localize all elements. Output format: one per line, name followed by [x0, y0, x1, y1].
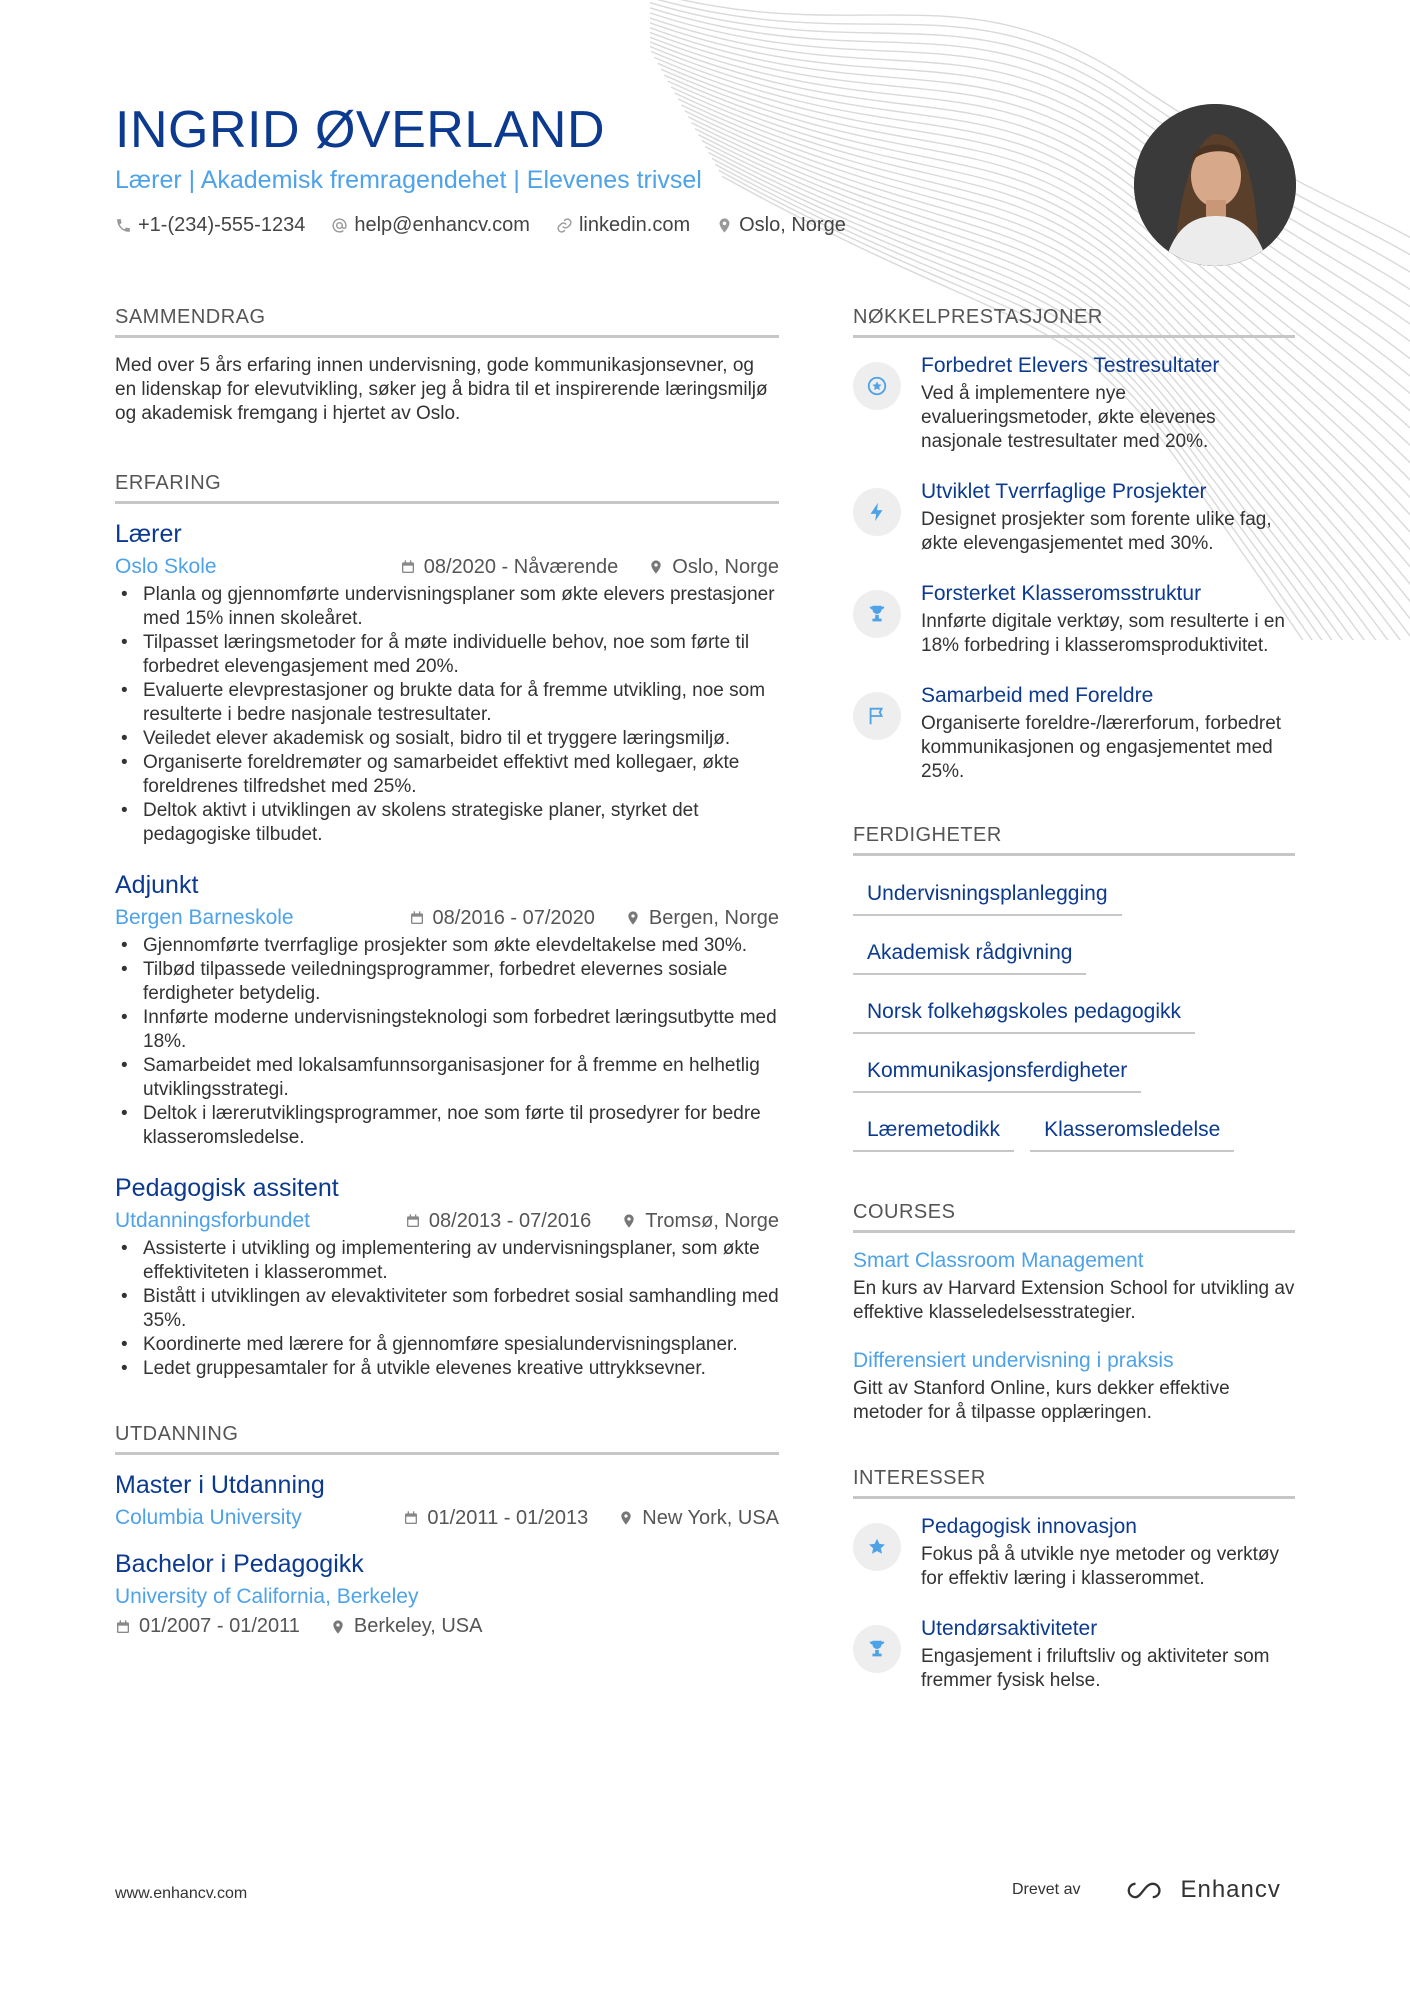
job-bullets — [115, 1237, 779, 1381]
calendar-icon — [409, 910, 425, 926]
interest-title: Pedagogisk innovasjon — [921, 1515, 1137, 1538]
job-title: Pedagogisk assitent — [115, 1174, 339, 1202]
skills-heading: FERDIGHETER — [853, 824, 1295, 856]
course-item — [853, 1349, 1295, 1425]
skill-tag: Akademisk rådgivning — [853, 931, 1086, 975]
bullet-item: • Organiserte foreldremøter og samarbeidet effektivt med kollegaer, økte foreldrenes tilfredshet med 25%. — [115, 751, 779, 799]
location-text: Oslo, Norge — [739, 214, 846, 236]
courses-heading: COURSES — [853, 1201, 1295, 1233]
achievement-title: Samarbeid med Foreldre — [921, 684, 1154, 707]
trophy-icon — [866, 603, 888, 625]
job-title: Adjunkt — [115, 871, 199, 899]
company-name: Oslo Skole — [115, 555, 217, 578]
right-column — [853, 306, 1295, 1719]
achievement-item — [853, 480, 1295, 556]
bullet-item: • Deltok i lærerutviklingsprogrammer, noe som førte til prosedyrer for bedre klasseromsledelse. — [115, 1102, 779, 1150]
phone-contact[interactable] — [115, 214, 305, 237]
profile-photo — [1134, 104, 1296, 266]
company-name: Bergen Barneskole — [115, 906, 294, 929]
bullet-item: • Ledet gruppesamtaler for å utvikle elevenes kreative uttrykksevner. — [115, 1357, 779, 1381]
brand-logo[interactable] — [1124, 1876, 1280, 1904]
bullet-item: • Deltok aktivt i utviklingen av skolens strategiske planer, styrket det pedagogiske tilbudet. — [115, 799, 779, 847]
lightning-icon — [866, 501, 888, 523]
achievement-item — [853, 354, 1295, 454]
interest-item — [853, 1515, 1295, 1591]
location-pin-icon — [625, 910, 641, 926]
school-name: Columbia University — [115, 1506, 302, 1529]
achievement-title: Utviklet Tverrfaglige Prosjekter — [921, 480, 1207, 503]
degree-title: Master i Utdanning — [115, 1471, 325, 1499]
flag-icon — [866, 705, 888, 727]
achievement-desc: Ved å implementere nye evalueringsmetoder, økte elevenes nasjonale testresultater med 20%. — [921, 383, 1216, 452]
education-location: Berkeley, USA — [353, 1615, 483, 1637]
skill-tag: Klasseromsledelse — [1030, 1108, 1234, 1152]
portrait-illustration — [1134, 104, 1296, 266]
location-pin-icon — [618, 1510, 634, 1526]
skill-tag: Undervisningsplanlegging — [853, 872, 1122, 916]
job-bullets — [115, 934, 779, 1150]
footer-website[interactable]: www.enhancv.com — [115, 1885, 248, 1902]
link-icon — [556, 217, 573, 234]
interest-desc: Engasjement i friluftsliv og aktiviteter som fremmer fysisk helse. — [921, 1646, 1270, 1691]
achievement-title: Forbedret Elevers Testresultater — [921, 354, 1220, 377]
skills-list — [853, 872, 1295, 1167]
bullet-item: • Evaluerte elevprestasjoner og brukte data for å fremme utvikling, noe som resulterte i bedre nasjonale testresultater. — [115, 679, 779, 727]
skill-tag: Læremetodikk — [853, 1108, 1014, 1152]
job-dates: 08/2020 - Nåværende — [423, 555, 619, 578]
job-entry — [115, 520, 779, 847]
interests-heading: INTERESSER — [853, 1467, 1295, 1499]
achievement-title: Forsterket Klasseromsstruktur — [921, 582, 1202, 605]
course-title: Differensiert undervisning i praksis — [853, 1349, 1174, 1372]
skill-tag: Norsk folkehøgskoles pedagogikk — [853, 990, 1195, 1034]
summary-heading: SAMMENDRAG — [115, 306, 779, 338]
at-icon — [331, 217, 348, 234]
bullet-item: • Samarbeidet med lokalsamfunnsorganisasjoner for å fremme en helhetlig utviklingsstrategi. — [115, 1054, 779, 1102]
star-icon — [866, 1536, 888, 1558]
course-item — [853, 1249, 1295, 1325]
bullet-item: • Koordinerte med lærere for å gjennomføre spesialundervisningsplaner. — [115, 1333, 779, 1357]
degree-title: Bachelor i Pedagogikk — [115, 1550, 364, 1578]
location-contact — [716, 214, 846, 237]
course-desc: En kurs av Harvard Extension School for utvikling av effektive klasseledelsesstrategier. — [853, 1278, 1295, 1323]
bullet-item: • Bistått i utviklingen av elevaktiviteter som forbedret sosial samhandling med 35%. — [115, 1285, 779, 1333]
company-name: Utdanningsforbundet — [115, 1209, 310, 1232]
left-column — [115, 306, 779, 1658]
course-desc: Gitt av Stanford Online, kurs dekker effektive metoder for å tilpasse opplæringen. — [853, 1378, 1230, 1423]
phone-icon — [115, 217, 132, 234]
education-dates: 01/2007 - 01/2011 — [139, 1615, 300, 1637]
school-name: University of California, Berkeley — [115, 1585, 419, 1608]
location-pin-icon — [716, 217, 733, 234]
location-pin-icon — [621, 1213, 637, 1229]
achievement-item — [853, 684, 1295, 784]
email-text: help@enhancv.com — [354, 214, 530, 236]
brand-name: Enhancv — [1180, 1876, 1281, 1903]
calendar-icon — [400, 559, 416, 575]
education-entry — [115, 1550, 779, 1638]
experience-heading: ERFARING — [115, 472, 779, 504]
bullet-item: • Innførte moderne undervisningsteknologi som forbedret læringsutbytte med 18%. — [115, 1006, 779, 1054]
interest-item — [853, 1617, 1295, 1693]
achievement-desc: Innførte digitale verktøy, som resulterte i en 18% forbedring i klasseromsproduktivitet. — [921, 611, 1285, 656]
job-bullets — [115, 583, 779, 847]
job-entry — [115, 871, 779, 1150]
achievements-heading: NØKKELPRESTASJONER — [853, 306, 1295, 338]
job-location: Bergen, Norge — [648, 906, 779, 929]
bullet-item: • Planla og gjennomførte undervisningsplaner som økte elevers prestasjoner med 15% innen skoleåret. — [115, 583, 779, 631]
achievement-desc: Organiserte foreldre-/lærerforum, forbedret kommunikasjonen og engasjementet med 25%. — [921, 713, 1282, 782]
footer-branding — [1012, 1876, 1281, 1904]
location-pin-icon — [330, 1619, 346, 1635]
bullet-item: • Veiledet elever akademisk og sosialt, bidro til et tryggere læringsmiljø. — [115, 727, 779, 751]
education-entry — [115, 1471, 779, 1530]
job-entry — [115, 1174, 779, 1381]
job-location: Tromsø, Norge — [645, 1209, 779, 1232]
trophy-icon — [866, 1638, 888, 1660]
linkedin-text: linkedin.com — [578, 214, 691, 236]
candidate-name: INGRID ØVERLAND — [115, 101, 606, 159]
summary-text: Med over 5 års erfaring innen undervisning, gode kommunikasjonsevner, og en lidenskap for elevutvikling, søker jeg å bidra til et inspirerende læringsmiljø og akademisk fremgang i hjertet av Oslo. — [115, 355, 768, 424]
job-location: Oslo, Norge — [672, 555, 779, 578]
education-location: New York, USA — [642, 1506, 779, 1529]
powered-by-text: Drevet av — [1012, 1881, 1081, 1898]
bullet-item: • Tilpasset læringsmetoder for å møte individuelle behov, noe som førte til forbedret elevengasjement med 20%. — [115, 631, 779, 679]
location-pin-icon — [648, 559, 664, 575]
calendar-icon — [405, 1213, 421, 1229]
calendar-icon — [403, 1510, 419, 1526]
interest-desc: Fokus på å utvikle nye metoder og verktøy for effektiv læring i klasserommet. — [921, 1544, 1279, 1589]
education-dates: 01/2011 - 01/2013 — [427, 1506, 589, 1529]
interest-title: Utendørsaktiviteter — [921, 1617, 1098, 1640]
course-title: Smart Classroom Management — [853, 1249, 1144, 1272]
skill-tag: Kommunikasjonsferdigheter — [853, 1049, 1141, 1093]
achievement-item — [853, 582, 1295, 658]
job-title: Lærer — [115, 520, 182, 548]
bullet-item: • Tilbød tilpassede veiledningsprogrammer, forbedret elevernes sosiale ferdigheter betydelig. — [115, 958, 779, 1006]
infinity-logo-icon — [1124, 1879, 1170, 1902]
bullet-item: • Assisterte i utvikling og implementering av undervisningsplaner, som økte effektiviteten i klasserommet. — [115, 1237, 779, 1285]
linkedin-contact[interactable] — [556, 214, 690, 237]
bullet-item: • Gjennomførte tverrfaglige prosjekter som økte elevdeltakelse med 30%. — [115, 934, 779, 958]
job-dates: 08/2016 - 07/2020 — [432, 906, 595, 929]
candidate-headline: Lærer | Akademisk fremragendehet | Elevenes trivsel — [115, 166, 702, 194]
achievement-desc: Designet prosjekter som forente ulike fag, økte elevengasjementet med 30%. — [921, 509, 1272, 554]
calendar-icon — [115, 1619, 131, 1635]
star-badge-icon — [866, 375, 888, 397]
education-heading: UTDANNING — [115, 1423, 779, 1455]
email-contact[interactable] — [331, 214, 530, 237]
job-dates: 08/2013 - 07/2016 — [428, 1209, 592, 1232]
contact-row — [115, 214, 846, 237]
phone-text: +1-(234)-555-1234 — [138, 214, 306, 236]
